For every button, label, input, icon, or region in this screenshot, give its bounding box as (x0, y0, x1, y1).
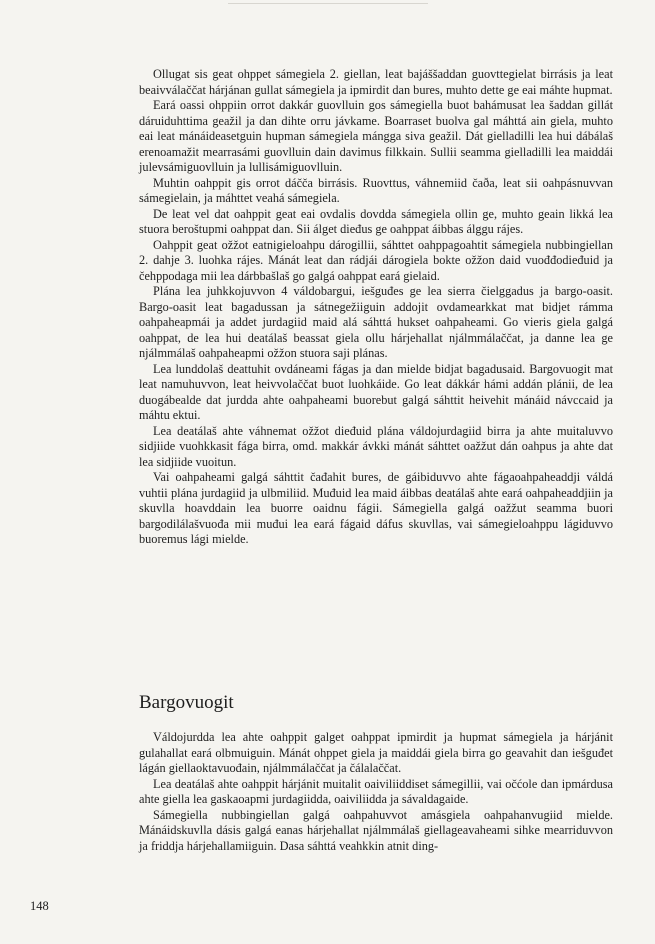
paragraph: Lea lunddolaš deattuhit ovdáneami fágas ja dan mielde bidjat bagadusaid. Bargovuogit mat leat namuhuvvon, leat heivvolaččat buot luohkáide. Go leat dákkár hámi addán plánii, de lea duogábealde dat jurdda ahte oahpaheami buorebut galgá sáhttit heivehit mánáid návccaid ja máhtu ektui. (139, 361, 613, 422)
paragraph: Eará oassi ohppiin orrot dakkár guovlluin gos sámegiella buot bahámusat lea šaddan gillát dáruiduhttima geažil ja dan dihte orru jávkame. Boarraset buolva gal máhttá ain giela, muhto eai leat mánáideasetguin hupman sámegiela mángga siva geažil. Dát gielladilli lea hui dábálaš erenoamažit mearrasámi guovlluin dain davimus filkkain. Sullii seamma gielladilli lea maiddái julevsámiguovlluin ja lullisámiguovlluin. (139, 98, 613, 174)
paragraph: Ollugat sis geat ohppet sámegiela 2. giellan, leat bajáššaddan guovttegielat birrásis ja leat beaivválaččat hárjánan gullat sámegiela ja ipmirdit dan bures, muhto dette ge eai máhte hupmat. (139, 67, 613, 97)
body-text-bottom (139, 730, 613, 854)
page-number: 148 (30, 899, 49, 913)
paragraph: Oahppit geat ožžot eatnigieloahpu dárogillii, sáhttet oahppagoahtit sámegiela nubbingiellan 2. dahje 3. luohka rájes. Mánát leat dan rádjái dárogiela bokte ožžon daid vuođđodieđuid ja čehppodaga mii lea dárbbašlaš go galgá oahppat eará gielaid. (139, 237, 613, 283)
paragraph: Sámegiella nubbingiellan galgá oahpahuvvot amásgiela oahpahanvugiid mielde. Mánáidskuvlla dásis galgá eanas hárjehallat njálmmálaš giellageavaheami sihke mearriduvvon ja friddja hárjehallamiiguin. Dasa sáhttá veahkkin atnit ding- (139, 807, 613, 853)
section-heading: Bargovuogit (139, 692, 234, 713)
paragraph: Plána lea juhkkojuvvon 4 váldobargui, iešguđes ge lea sierra čielggadus ja bargo-oasit. Bargo-oasit leat bagadussan ja sátnegežiiguin addojit ovdamearkkat mat bidjet rámma oahpaheapmái ja addet jurdagiid maid alá sáhttá hukset oahpaheami. Go vieris giela galgá oahppat, de lea hui deatálaš beassat giela ollu hárjehallat njálmmálaččat, ja danne lea ge njálmmálaš oahpaheapmi ožžon stuora saji plánas. (139, 284, 613, 360)
paragraph: Lea deatálaš ahte oahppit hárjánit muitalit oaiviliiddiset sámegillii, vai očćole dan ipmárdusa ahte giella lea gaskaoapmi jurdagiidda, oaiviliidda ja sávaldagaide. (139, 776, 613, 806)
paragraph: Lea deatálaš ahte váhnemat ožžot dieđuid plána váldojurdagiid birra ja ahte muitaluvvo sidjiide vuohkkasit fága birra, omd. makkár ávkki mánát sáhttet oažžut dán oahpus ja ahte dat lea sidjiide vuoitun. (139, 423, 613, 469)
paragraph: Váldojurdda lea ahte oahppit galget oahppat ipmirdit ja hupmat sámegiela ja hárjánit gulahallat eará olbmuiguin. Mánát ohppet giela ja maiddái giela birra go geavahit dan iešguđet lágán giellaoktavuođain, njálmmálaččat ja čálalaččat. (139, 730, 613, 775)
body-text-top (139, 67, 613, 548)
paragraph: Vai oahpaheami galgá sáhttit čađahit bures, de gáibiduvvo ahte fágaoahpaheaddji váldá vuhtii plána jurdagiid ja ulbmiliid. Muđuid lea maid áibbas deatálaš ahte eará oahpaheaddjiin ja skuvlla hoavddain lea buorre oaidnu fágii. Sámegiella galgá oažžut seamma buori bargodilálašvuođa mii muđui lea eará fágaid dáfus skuvllas, vai sámegieloahppu lágiduvvo buoremus lági mielde. (139, 470, 613, 546)
paragraph: Muhtin oahppit gis orrot dáčča birrásis. Ruovttus, váhnemiid čaða, leat sii oahpásnuvvan sámegielain, ja máhttet veahá sámegiela. (139, 175, 613, 205)
paragraph: De leat vel dat oahppit geat eai ovdalis dovdda sámegiela ollin ge, muhto geain likká lea stuora beroštupmi oahppat dan. Sii álget dieđus ge oahppat áibbas álggu rájes. (139, 206, 613, 236)
top-rule (228, 3, 428, 4)
